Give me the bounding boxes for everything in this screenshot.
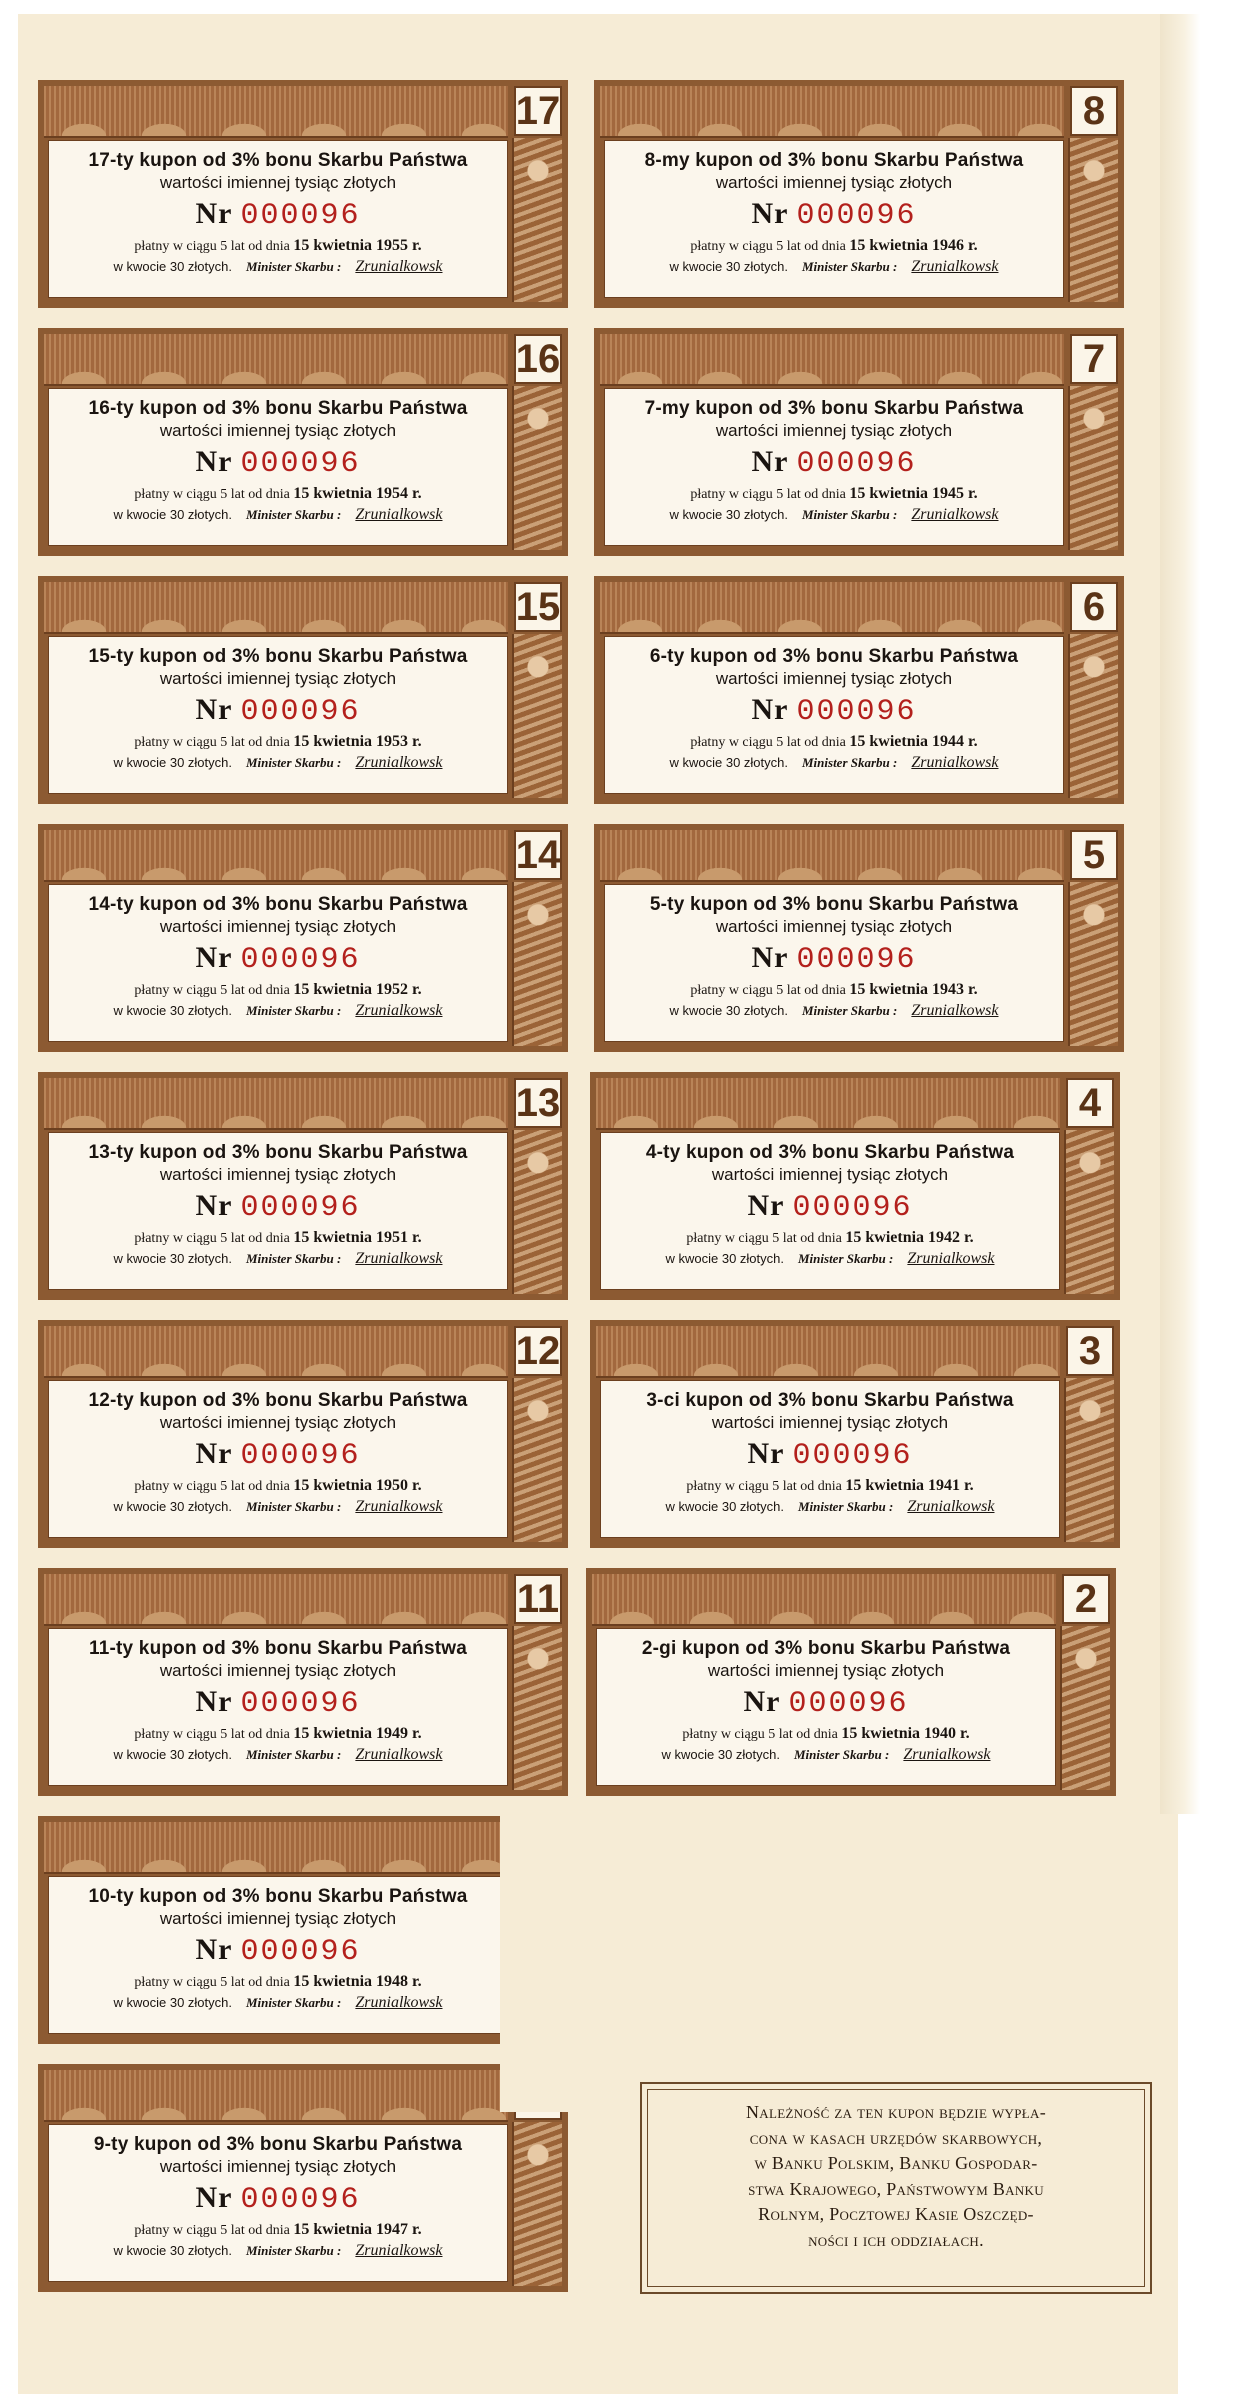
coupon-footer [49, 1002, 507, 1020]
coupon-footer [605, 1002, 1063, 1020]
minister-label: Minister Skarbu : [246, 1003, 342, 1018]
serial-number: 000096 [792, 1191, 913, 1225]
coupon-serial [605, 445, 1063, 481]
payable-date: 15 kwietnia 1945 r. [849, 485, 978, 502]
coupon-title: 16-ty kupon od 3% bonu Skarbu Państwa [88, 398, 468, 419]
minister-label: Minister Skarbu : [798, 1251, 894, 1266]
coupon-title: 7-my kupon od 3% bonu Skarbu Państwa [644, 398, 1024, 419]
coupon-value-line: wartości imiennej tysiąc złotych [159, 421, 397, 440]
minister-label: Minister Skarbu : [246, 1747, 342, 1762]
serial-number: 000096 [788, 1687, 909, 1721]
minister-signature: Zrunialkowsk [355, 1002, 443, 1019]
ornament-sidebar [512, 1378, 562, 1542]
coupon-title: 13-ty kupon od 3% bonu Skarbu Państwa [88, 1142, 468, 1163]
coupon-payable [49, 1725, 507, 1743]
coupon-body [604, 140, 1064, 298]
coupon [38, 824, 568, 1052]
minister-label: Minister Skarbu : [794, 1747, 890, 1762]
coupon-amount: w kwocie 30 złotych. [669, 507, 788, 522]
coupon-footer [49, 2242, 507, 2260]
coupon-body [48, 140, 508, 298]
serial-number: 000096 [796, 447, 917, 481]
serial-number: 000096 [240, 447, 361, 481]
ornament-band [44, 334, 508, 386]
coupon-body [604, 636, 1064, 794]
coupon-title: 12-ty kupon od 3% bonu Skarbu Państwa [88, 1390, 468, 1411]
ornament-sidebar [1068, 882, 1118, 1046]
coupon-serial [605, 197, 1063, 233]
payable-date: 15 kwietnia 1951 r. [293, 1229, 422, 1246]
serial-number: 000096 [240, 1439, 361, 1473]
coupon-serial [49, 2181, 507, 2217]
notice-line: stwa Krajowego, Państwowym Banku [748, 2178, 1044, 2199]
serial-label: Nr [195, 941, 232, 974]
coupon-payable [49, 2221, 507, 2239]
ornament-band [600, 830, 1064, 882]
coupon-serial [49, 1933, 507, 1969]
coupon-body [48, 1628, 508, 1786]
coupon-amount: w kwocie 30 złotych. [113, 1995, 232, 2010]
coupon-footer [49, 1250, 507, 1268]
ornament-band [596, 1326, 1060, 1378]
serial-number: 000096 [792, 1439, 913, 1473]
serial-number: 000096 [240, 1191, 361, 1225]
coupon-amount: w kwocie 30 złotych. [669, 755, 788, 770]
coupon-value-line: wartości imiennej tysiąc złotych [159, 1909, 397, 1928]
coupon-value-line: wartości imiennej tysiąc złotych [159, 669, 397, 688]
coupon-amount: w kwocie 30 złotych. [669, 1003, 788, 1018]
coupon-body [596, 1628, 1056, 1786]
ornament-band [44, 86, 508, 138]
serial-number: 000096 [240, 1687, 361, 1721]
serial-number: 000096 [240, 1935, 361, 1969]
coupon-number: 14 [514, 830, 562, 880]
coupon-title: 15-ty kupon od 3% bonu Skarbu Państwa [88, 646, 468, 667]
ornament-sidebar [1068, 138, 1118, 302]
minister-signature: Zrunialkowsk [355, 258, 443, 275]
coupon-number: 7 [1070, 334, 1118, 384]
coupon-payable [601, 1229, 1059, 1247]
notice-line: cona w kasach urzędów skarbowych, [749, 2127, 1043, 2148]
coupon-footer [601, 1250, 1059, 1268]
coupon-title: 2-gi kupon od 3% bonu Skarbu Państwa [641, 1638, 1011, 1659]
coupon-number: 15 [514, 582, 562, 632]
coupon-value-line: wartości imiennej tysiąc złotych [707, 1661, 945, 1680]
coupon-value-line: wartości imiennej tysiąc złotych [159, 1165, 397, 1184]
coupon [38, 328, 568, 556]
coupon-value-line: wartości imiennej tysiąc złotych [715, 173, 953, 192]
notice-line: ności i ich oddziałach. [808, 2229, 984, 2250]
payable-date: 15 kwietnia 1941 r. [845, 1477, 974, 1494]
payable-text: płatny w ciągu 5 lat od dnia [134, 1727, 290, 1742]
payable-text: płatny w ciągu 5 lat od dnia [682, 1727, 838, 1742]
coupon-number: 5 [1070, 830, 1118, 880]
coupon [590, 1072, 1120, 1300]
coupon-amount: w kwocie 30 złotych. [113, 1003, 232, 1018]
ornament-sidebar [512, 138, 562, 302]
coupon-serial [605, 693, 1063, 729]
coupon-amount: w kwocie 30 złotych. [113, 507, 232, 522]
ornament-sidebar [1064, 1378, 1114, 1542]
payable-text: płatny w ciągu 5 lat od dnia [134, 1975, 290, 1990]
coupon-amount: w kwocie 30 złotych. [113, 2243, 232, 2258]
serial-label: Nr [195, 445, 232, 478]
minister-signature: Zrunialkowsk [907, 1498, 995, 1515]
coupon-body [604, 388, 1064, 546]
serial-label: Nr [195, 1437, 232, 1470]
coupon [38, 1072, 568, 1300]
serial-label: Nr [751, 693, 788, 726]
notice-line: Rolnym, Pocztowej Kasie Oszczęd- [758, 2204, 1034, 2225]
payable-text: płatny w ciągu 5 lat od dnia [686, 1479, 842, 1494]
coupon-amount: w kwocie 30 złotych. [669, 259, 788, 274]
ornament-sidebar [1068, 634, 1118, 798]
serial-label: Nr [751, 197, 788, 230]
coupon-serial [49, 197, 507, 233]
ornament-sidebar [512, 634, 562, 798]
coupon [594, 80, 1124, 308]
coupon-value-line: wartości imiennej tysiąc złotych [711, 1413, 949, 1432]
coupon-amount: w kwocie 30 złotych. [113, 1499, 232, 1514]
minister-signature: Zrunialkowsk [911, 506, 999, 523]
serial-label: Nr [747, 1189, 784, 1222]
coupon-number: 2 [1062, 1574, 1110, 1624]
payable-text: płatny w ciągu 5 lat od dnia [686, 1231, 842, 1246]
serial-label: Nr [195, 1685, 232, 1718]
ornament-sidebar [1060, 1626, 1110, 1790]
coupon-payable [49, 1229, 507, 1247]
coupon-footer [605, 258, 1063, 276]
coupon-serial [49, 445, 507, 481]
ornament-sidebar [512, 882, 562, 1046]
coupon-body [48, 636, 508, 794]
coupon-value-line: wartości imiennej tysiąc złotych [159, 1413, 397, 1432]
coupon-body [600, 1132, 1060, 1290]
coupon-payable [49, 485, 507, 503]
payable-text: płatny w ciągu 5 lat od dnia [134, 1231, 290, 1246]
coupon-footer [49, 1746, 507, 1764]
minister-signature: Zrunialkowsk [355, 506, 443, 523]
coupon-number: 16 [514, 334, 562, 384]
coupon-title: 5-ty kupon od 3% bonu Skarbu Państwa [649, 894, 1019, 915]
coupon-title: 9-ty kupon od 3% bonu Skarbu Państwa [93, 2134, 463, 2155]
coupon [594, 824, 1124, 1052]
coupon-value-line: wartości imiennej tysiąc złotych [715, 669, 953, 688]
coupon-title: 14-ty kupon od 3% bonu Skarbu Państwa [88, 894, 468, 915]
payable-date: 15 kwietnia 1954 r. [293, 485, 422, 502]
coupon-amount: w kwocie 30 złotych. [665, 1499, 784, 1514]
serial-label: Nr [195, 693, 232, 726]
minister-label: Minister Skarbu : [246, 1995, 342, 2010]
coupon-number: 13 [514, 1078, 562, 1128]
coupon-footer [597, 1746, 1055, 1764]
coupon-footer [605, 754, 1063, 772]
coupon-body [48, 1380, 508, 1538]
serial-number: 000096 [240, 2183, 361, 2217]
serial-label: Nr [195, 197, 232, 230]
ornament-band [44, 2070, 508, 2122]
ornament-band [44, 1078, 508, 1130]
coupon-payable [601, 1477, 1059, 1495]
payable-date: 15 kwietnia 1952 r. [293, 981, 422, 998]
coupon-serial [49, 693, 507, 729]
coupon-title: 8-my kupon od 3% bonu Skarbu Państwa [644, 150, 1024, 171]
payable-text: płatny w ciągu 5 lat od dnia [134, 735, 290, 750]
coupon-amount: w kwocie 30 złotych. [661, 1747, 780, 1762]
coupon [38, 80, 568, 308]
minister-signature: Zrunialkowsk [355, 1746, 443, 1763]
coupon-number: 3 [1066, 1326, 1114, 1376]
coupon-serial [601, 1437, 1059, 1473]
coupon-title: 10-ty kupon od 3% bonu Skarbu Państwa [88, 1886, 468, 1907]
minister-label: Minister Skarbu : [246, 1499, 342, 1514]
coupon [38, 2064, 568, 2292]
coupon [586, 1568, 1116, 1796]
coupon-amount: w kwocie 30 złotych. [113, 1251, 232, 1266]
sheet-fold-edge [1160, 14, 1200, 1814]
serial-label: Nr [743, 1685, 780, 1718]
coupon-payable [605, 237, 1063, 255]
serial-number: 000096 [240, 695, 361, 729]
coupon-title: 6-ty kupon od 3% bonu Skarbu Państwa [649, 646, 1019, 667]
coupon-number: 12 [514, 1326, 562, 1376]
ornament-sidebar [1064, 1130, 1114, 1294]
ornament-band [44, 1574, 508, 1626]
ornament-band [596, 1078, 1060, 1130]
coupon-payable [49, 1477, 507, 1495]
minister-label: Minister Skarbu : [802, 507, 898, 522]
payment-notice-text [647, 2089, 1145, 2287]
payable-date: 15 kwietnia 1949 r. [293, 1725, 422, 1742]
payable-date: 15 kwietnia 1947 r. [293, 2221, 422, 2238]
minister-label: Minister Skarbu : [246, 755, 342, 770]
coupon-title: 3-ci kupon od 3% bonu Skarbu Państwa [646, 1390, 1014, 1411]
coupon-number: 4 [1066, 1078, 1114, 1128]
coupon-title: 4-ty kupon od 3% bonu Skarbu Państwa [645, 1142, 1015, 1163]
coupon-footer [49, 754, 507, 772]
payable-date: 15 kwietnia 1946 r. [849, 237, 978, 254]
serial-number: 000096 [796, 943, 917, 977]
coupon-value-line: wartości imiennej tysiąc złotych [159, 173, 397, 192]
payable-date: 15 kwietnia 1940 r. [841, 1725, 970, 1742]
payable-date: 15 kwietnia 1948 r. [293, 1973, 422, 1990]
coupon-body [604, 884, 1064, 1042]
serial-label: Nr [747, 1437, 784, 1470]
serial-number: 000096 [796, 199, 917, 233]
payable-text: płatny w ciągu 5 lat od dnia [690, 239, 846, 254]
payment-notice [640, 2082, 1152, 2294]
coupon-footer [49, 1994, 507, 2012]
ornament-sidebar [512, 1130, 562, 1294]
serial-label: Nr [195, 1933, 232, 1966]
payable-text: płatny w ciągu 5 lat od dnia [134, 983, 290, 998]
coupon-payable [605, 981, 1063, 999]
coupon-number: 11 [514, 1574, 562, 1624]
minister-label: Minister Skarbu : [802, 1003, 898, 1018]
payable-text: płatny w ciągu 5 lat od dnia [134, 2223, 290, 2238]
serial-number: 000096 [796, 695, 917, 729]
minister-label: Minister Skarbu : [246, 1251, 342, 1266]
coupon-footer [49, 1498, 507, 1516]
serial-label: Nr [751, 445, 788, 478]
payable-date: 15 kwietnia 1953 r. [293, 733, 422, 750]
coupon [38, 1320, 568, 1548]
coupon-value-line: wartości imiennej tysiąc złotych [711, 1165, 949, 1184]
coupon-footer [49, 506, 507, 524]
ornament-sidebar [512, 386, 562, 550]
coupon [594, 328, 1124, 556]
serial-label: Nr [195, 1189, 232, 1222]
payable-text: płatny w ciągu 5 lat od dnia [690, 983, 846, 998]
coupon-payable [597, 1725, 1055, 1743]
minister-label: Minister Skarbu : [802, 755, 898, 770]
serial-number: 000096 [240, 943, 361, 977]
payable-text: płatny w ciągu 5 lat od dnia [134, 239, 290, 254]
coupon-value-line: wartości imiennej tysiąc złotych [715, 421, 953, 440]
minister-signature: Zrunialkowsk [355, 1250, 443, 1267]
coupon-body [48, 1132, 508, 1290]
minister-label: Minister Skarbu : [246, 259, 342, 274]
notice-line: w Banku Polskim, Banku Gospodar- [754, 2153, 1038, 2174]
payable-date: 15 kwietnia 1944 r. [849, 733, 978, 750]
payable-date: 15 kwietnia 1942 r. [845, 1229, 974, 1246]
coupon [38, 576, 568, 804]
coupon-title: 11-ty kupon od 3% bonu Skarbu Państwa [89, 1638, 467, 1659]
coupon-body [48, 884, 508, 1042]
coupon-amount: w kwocie 30 złotych. [113, 755, 232, 770]
minister-signature: Zrunialkowsk [355, 754, 443, 771]
coupon-body [48, 2124, 508, 2282]
ornament-band [592, 1574, 1056, 1626]
coupon-number: 8 [1070, 86, 1118, 136]
coupon [590, 1320, 1120, 1548]
serial-label: Nr [195, 2181, 232, 2214]
coupon-payable [49, 1973, 507, 1991]
minister-label: Minister Skarbu : [246, 2243, 342, 2258]
coupon-value-line: wartości imiennej tysiąc złotych [159, 1661, 397, 1680]
coupon-number: 6 [1070, 582, 1118, 632]
ornament-band [600, 86, 1064, 138]
ornament-band [600, 582, 1064, 634]
minister-signature: Zrunialkowsk [355, 2242, 443, 2259]
torn-edge [500, 1812, 580, 2112]
payable-text: płatny w ciągu 5 lat od dnia [690, 735, 846, 750]
ornament-sidebar [512, 1626, 562, 1790]
ornament-band [44, 830, 508, 882]
minister-signature: Zrunialkowsk [911, 1002, 999, 1019]
minister-label: Minister Skarbu : [802, 259, 898, 274]
coupon [38, 1568, 568, 1796]
coupon-amount: w kwocie 30 złotych. [113, 1747, 232, 1762]
minister-signature: Zrunialkowsk [911, 258, 999, 275]
coupon-value-line: wartości imiennej tysiąc złotych [715, 917, 953, 936]
coupon-body [48, 388, 508, 546]
coupon-serial [49, 1437, 507, 1473]
minister-label: Minister Skarbu : [798, 1499, 894, 1514]
ornament-band [44, 1326, 508, 1378]
coupon-body [600, 1380, 1060, 1538]
coupon-footer [605, 506, 1063, 524]
coupon [38, 1816, 568, 2044]
coupon-serial [597, 1685, 1055, 1721]
minister-signature: Zrunialkowsk [907, 1250, 995, 1267]
ornament-band [44, 1822, 508, 1874]
coupon-serial [49, 1189, 507, 1225]
coupon-amount: w kwocie 30 złotych. [113, 259, 232, 274]
serial-label: Nr [751, 941, 788, 974]
minister-label: Minister Skarbu : [246, 507, 342, 522]
minister-signature: Zrunialkowsk [355, 1498, 443, 1515]
coupon-footer [49, 258, 507, 276]
coupon-serial [49, 1685, 507, 1721]
payable-text: płatny w ciągu 5 lat od dnia [134, 1479, 290, 1494]
coupon-payable [49, 237, 507, 255]
ornament-band [44, 582, 508, 634]
coupon [594, 576, 1124, 804]
coupon-title: 17-ty kupon od 3% bonu Skarbu Państwa [88, 150, 468, 171]
minister-signature: Zrunialkowsk [355, 1994, 443, 2011]
payable-date: 15 kwietnia 1955 r. [293, 237, 422, 254]
coupon-payable [605, 485, 1063, 503]
payable-date: 15 kwietnia 1943 r. [849, 981, 978, 998]
coupon-payable [49, 733, 507, 751]
ornament-band [600, 334, 1064, 386]
coupon-value-line: wartości imiennej tysiąc złotych [159, 2157, 397, 2176]
coupon-footer [601, 1498, 1059, 1516]
coupon-serial [601, 1189, 1059, 1225]
coupon-value-line: wartości imiennej tysiąc złotych [159, 917, 397, 936]
ornament-sidebar [512, 2122, 562, 2286]
coupon-body [48, 1876, 508, 2034]
coupon-serial [605, 941, 1063, 977]
coupon-payable [49, 981, 507, 999]
serial-number: 000096 [240, 199, 361, 233]
coupon-payable [605, 733, 1063, 751]
ornament-sidebar [1068, 386, 1118, 550]
minister-signature: Zrunialkowsk [903, 1746, 991, 1763]
payable-date: 15 kwietnia 1950 r. [293, 1477, 422, 1494]
coupon-number: 17 [514, 86, 562, 136]
payable-text: płatny w ciągu 5 lat od dnia [134, 487, 290, 502]
coupon-serial [49, 941, 507, 977]
minister-signature: Zrunialkowsk [911, 754, 999, 771]
payable-text: płatny w ciągu 5 lat od dnia [690, 487, 846, 502]
notice-line: Należność za ten kupon będzie wypła- [746, 2102, 1046, 2122]
coupon-amount: w kwocie 30 złotych. [665, 1251, 784, 1266]
